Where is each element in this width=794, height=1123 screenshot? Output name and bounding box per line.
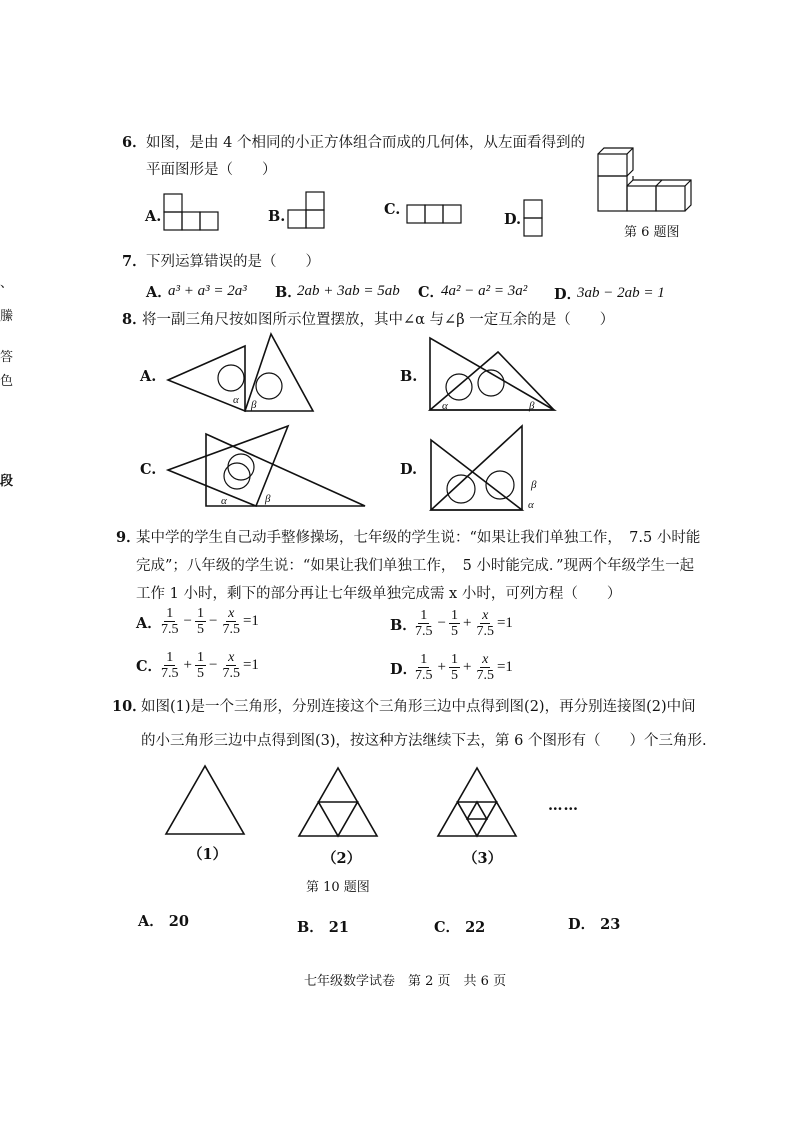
- figure-caption: 第 10 题图: [306, 880, 370, 895]
- question-number: 7．: [122, 253, 147, 270]
- figure-1-triangle: [164, 764, 248, 836]
- option-b-equation: $\frac{1}{7.5}$ − $\frac{1}{5}$ + $\frac{x}{7.5}$ =1: [415, 608, 513, 639]
- margin-mark: 縢: [0, 309, 14, 324]
- option-d-figure: [428, 424, 548, 514]
- option-c-expression: 4a² − a² = 3a²: [441, 283, 528, 299]
- margin-mark: 、: [0, 276, 14, 291]
- alpha-label: α: [233, 394, 239, 406]
- option-a: A． 20: [138, 913, 189, 930]
- question-number: 9．: [116, 529, 141, 546]
- option-c-label: C.: [384, 201, 401, 218]
- option-c-label: C.: [140, 461, 157, 478]
- option-c-figure: [406, 204, 464, 226]
- option-b: B． 21: [297, 919, 349, 936]
- question-text: 的小三角形三边中点得到图(3)，按这种方法继续下去，第 6 个图形有（ ）个三角形.: [141, 733, 707, 749]
- question-number: 8．: [122, 311, 147, 328]
- option-a-label: A．: [136, 615, 162, 632]
- figure-label: （2）: [322, 850, 362, 867]
- margin-mark: 段: [0, 474, 14, 489]
- figure-label: （1）: [188, 846, 228, 863]
- beta-label: β: [251, 399, 257, 411]
- figure-3-triangle: [436, 766, 520, 838]
- option-c-equation: $\frac{1}{7.5}$ + $\frac{1}{5}$ − $\frac{x}{7.5}$ =1: [161, 650, 259, 681]
- question-6-figure: [595, 146, 695, 216]
- option-b-figure: [428, 336, 558, 414]
- figure-label: （3）: [463, 850, 503, 867]
- question-text: 如图(1)是一个三角形，分别连接这个三角形三边中点得到图(2)，再分别连接图(2)中间: [141, 699, 696, 715]
- margin-mark: 答: [0, 350, 14, 365]
- margin-mark: 色: [0, 374, 14, 389]
- option-a-label: A.: [140, 368, 157, 385]
- option-b-label: B.: [400, 368, 418, 385]
- option-d-label: D.: [504, 211, 522, 228]
- option-d-expression: 3ab − 2ab = 1: [577, 285, 665, 301]
- beta-label: β: [265, 493, 271, 505]
- option-b-label: B．: [390, 617, 417, 634]
- page-footer: 七年级数学试卷 第 2 页 共 6 页: [304, 974, 507, 989]
- figure-caption: 第 6 题图: [624, 225, 680, 240]
- question-text: 完成”；八年级的学生说：“如果让我们单独工作， 5 小时能完成．”现两个年级学生一起: [136, 558, 695, 574]
- question-text: 某中学的学生自己动手整修操场，七年级的学生说：“如果让我们单独工作， 7.5 小时能: [136, 530, 701, 546]
- alpha-label: α: [442, 400, 448, 412]
- option-d-label: D．: [390, 661, 418, 678]
- ellipsis: ……: [548, 797, 579, 814]
- alpha-label: α: [221, 495, 227, 507]
- option-a-label: A．: [146, 284, 172, 301]
- option-b-label: B．: [275, 284, 302, 301]
- question-text: 平面图形是（ ）: [146, 162, 277, 178]
- beta-label: β: [531, 479, 537, 491]
- option-b-figure: [287, 191, 327, 231]
- option-d-label: D.: [400, 461, 418, 478]
- question-number: 10．: [112, 698, 147, 715]
- option-b-expression: 2ab + 3ab = 5ab: [297, 283, 400, 299]
- option-d: D． 23: [568, 916, 621, 933]
- option-c: C． 22: [434, 919, 486, 936]
- question-text: 下列运算错误的是（ ）: [146, 254, 320, 270]
- question-text: 将一副三角尺按如图所示位置摆放，其中∠α 与∠β 一定互余的是（ ）: [142, 312, 615, 328]
- option-d-equation: $\frac{1}{7.5}$ + $\frac{1}{5}$ + $\frac{x}{7.5}$ =1: [415, 652, 513, 683]
- question-text: 如图，是由 4 个相同的小正方体组合而成的几何体，从左面看得到的: [146, 135, 585, 151]
- alpha-label: α: [528, 499, 534, 511]
- option-a-expression: a³ + a³ = 2a³: [168, 283, 247, 299]
- option-d-label: D．: [554, 286, 582, 303]
- option-a-figure: [165, 332, 315, 414]
- beta-label: β: [529, 400, 535, 412]
- option-c-figure: [165, 424, 375, 510]
- option-d-figure: [523, 199, 545, 239]
- option-b-label: B.: [268, 208, 286, 225]
- option-c-label: C．: [418, 284, 445, 301]
- question-number: 6．: [122, 134, 147, 151]
- figure-2-triangle: [297, 766, 381, 838]
- option-a-label: A.: [145, 208, 162, 225]
- option-c-label: C．: [136, 658, 163, 675]
- question-text: 工作 1 小时，剩下的部分再让七年级单独完成需 x 小时，可列方程（ ）: [136, 586, 622, 602]
- option-a-figure: [163, 193, 219, 231]
- option-a-equation: $\frac{1}{7.5}$ − $\frac{1}{5}$ − $\frac{x}{7.5}$ =1: [161, 606, 259, 637]
